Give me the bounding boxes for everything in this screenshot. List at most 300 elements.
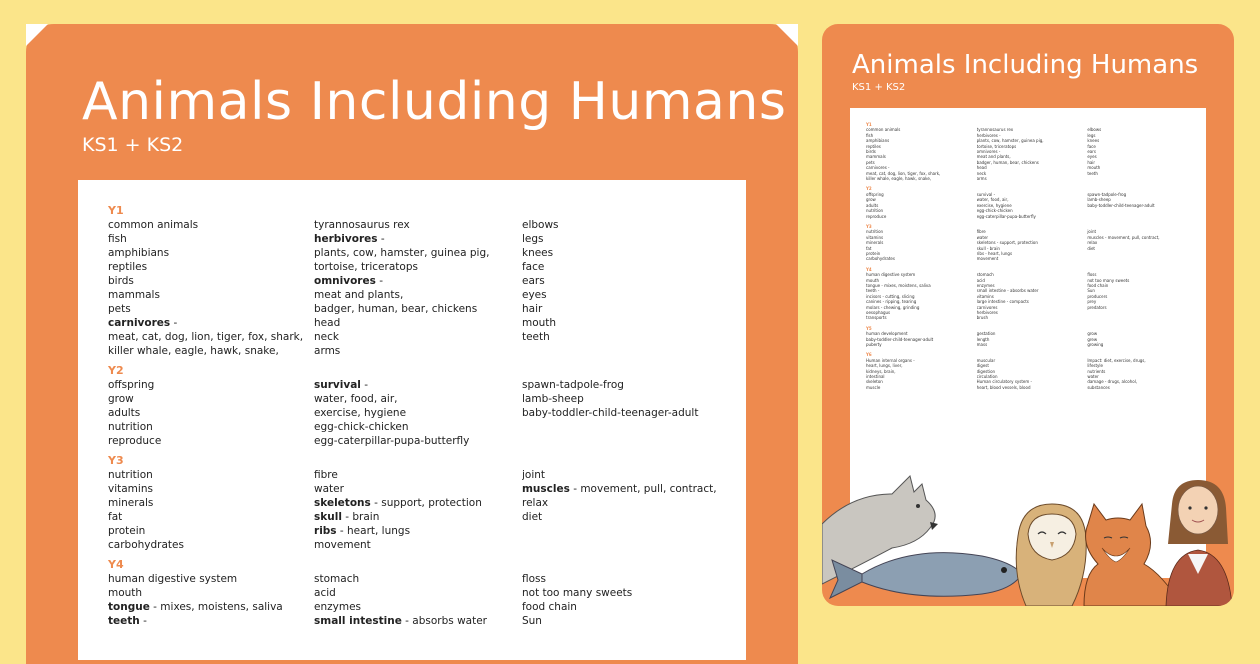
vocabulary-column [314, 218, 522, 358]
vocabulary-term [108, 330, 314, 344]
vocabulary-term-text: teeth [521, 331, 550, 343]
vocabulary-term [522, 246, 728, 260]
preview-vocabulary-column [1087, 229, 1196, 261]
preview-vocabulary-term: common animals [866, 127, 901, 133]
preview-vocabulary-term: brush [976, 315, 988, 321]
preview-year-section [866, 267, 1196, 321]
poster-subtitle: KS1 + KS2 [82, 134, 184, 156]
preview-vocabulary-column [977, 192, 1088, 219]
preview-vocabulary-term: prey [1087, 299, 1097, 305]
vocabulary-term [314, 232, 522, 246]
vocabulary-term-text: - mixes, moistens, saliva [149, 601, 283, 613]
vocabulary-term-text: nutrition [108, 421, 153, 433]
vocabulary-term-text: mouth [108, 587, 143, 599]
preview-vocabulary-term: molars - chewing, grinding [866, 304, 920, 310]
preview-year-section [866, 122, 1196, 181]
vocabulary-term-text: water [314, 483, 344, 495]
preview-vocabulary-term: grew [1087, 336, 1098, 342]
vocabulary-term-text: not too many sweets [521, 587, 633, 599]
preview-vocabulary-term: incisors - cutting, slicing [866, 293, 915, 299]
preview-vocabulary-term: fibre [976, 229, 986, 235]
preview-vocabulary-term: length [976, 336, 990, 342]
vocabulary-list [108, 204, 728, 634]
preview-vocabulary-term: mouth [866, 277, 879, 283]
vocabulary-key-term: omnivores [314, 275, 376, 287]
preview-vocabulary-term: meat, cat, dog, lion, tiger, fox, shark, [866, 170, 941, 176]
preview-year-heading: Y6 [866, 352, 872, 358]
preview-vocabulary-term: vitamins [976, 293, 994, 299]
preview-vocabulary-term: amphibians [866, 138, 890, 144]
vocabulary-term-text: fish [108, 233, 127, 245]
vocabulary-key-term: small intestine [314, 615, 402, 627]
vocabulary-term [522, 468, 728, 482]
vocabulary-term-text: mouth [521, 317, 557, 329]
preview-vocabulary-term: badger, human, bear, chickens [976, 159, 1039, 165]
preview-vocabulary-term: egg-chick-chicken [976, 208, 1013, 214]
preview-vocabulary-term: growing [1087, 342, 1104, 348]
preview-vocabulary-term: baby-toddler-child-teenager-adult [1087, 202, 1155, 208]
preview-vocabulary-term: not too many sweets [1087, 277, 1130, 283]
preview-year-heading: Y2 [866, 186, 872, 192]
vocabulary-term [108, 524, 314, 538]
preview-vocabulary-term: acid [976, 277, 985, 283]
vocabulary-term-text: offspring [108, 379, 155, 391]
vocabulary-term [108, 260, 314, 274]
preview-vocabulary-term: pets [866, 159, 875, 165]
vocabulary-term [108, 482, 314, 496]
preview-vocabulary-term: floss [1087, 272, 1097, 278]
vocabulary-key-term: ribs [314, 525, 337, 537]
vocabulary-term [108, 420, 314, 434]
vocabulary-term-text: protein [108, 525, 146, 537]
vocabulary-term-text: head [314, 317, 341, 329]
vocabulary-term-text: - [170, 317, 178, 329]
vocabulary-term-text: fibre [314, 469, 338, 481]
vocabulary-term [522, 496, 728, 510]
preview-vocabulary-term: mammals [866, 154, 886, 160]
vocabulary-term [314, 586, 522, 600]
preview-vocabulary-term: digest [976, 363, 989, 369]
preview-vocabulary-term: stomach [976, 272, 994, 278]
preview-vocabulary-term: heart, blood vessels, blood [976, 384, 1031, 390]
preview-vocabulary-term: knees [1087, 138, 1100, 144]
vocabulary-term-text: eyes [521, 289, 547, 301]
vocabulary-term [314, 496, 522, 510]
vocabulary-term [522, 586, 728, 600]
child-illustration [1166, 480, 1232, 606]
preview-vocabulary-column [866, 331, 977, 347]
preview-vocabulary-term: skeletons - support, protection [976, 240, 1038, 246]
preview-vocabulary-term: relax [1087, 240, 1098, 246]
preview-vocabulary-column [1087, 127, 1196, 181]
vocabulary-term-text: minerals [108, 497, 154, 509]
preview-vocabulary-term: enzymes [976, 282, 995, 288]
preview-vocabulary-term: large intestine - compacts [976, 299, 1029, 305]
vocabulary-term [314, 468, 522, 482]
preview-vocabulary-term: mouth [1087, 165, 1101, 171]
preview-vocabulary-term: canines - ripping, tearing [866, 299, 917, 305]
vocabulary-key-term: herbivores [314, 233, 378, 245]
vocabulary-term-text: - brain [341, 511, 380, 523]
preview-vocabulary-term: intestinal [866, 374, 885, 380]
vocabulary-term-text: diet [521, 511, 543, 523]
vocabulary-term-text: - absorbs water [401, 615, 487, 627]
vocabulary-key-term: teeth [108, 615, 140, 627]
vocabulary-term [522, 614, 728, 628]
preview-vocabulary-term: damage - drugs, alcohol, [1087, 379, 1138, 385]
vocabulary-term-text: arms [314, 345, 341, 357]
preview-vocabulary-term: tyrannosaurus rex [976, 127, 1014, 133]
vocabulary-term [108, 316, 314, 330]
vocabulary-term [314, 392, 522, 406]
vocabulary-term [108, 288, 314, 302]
vocabulary-term [522, 406, 728, 420]
vocabulary-term [314, 538, 522, 552]
preview-vocabulary-term: herbivores [976, 310, 998, 315]
vocabulary-term-text: common animals [108, 219, 199, 231]
vocabulary-term [108, 586, 314, 600]
poster-title: Animals Including Humans [82, 72, 787, 132]
vocabulary-term [522, 378, 728, 392]
vocabulary-term [108, 344, 314, 358]
preview-vocabulary-term: birds [866, 149, 876, 155]
preview-year-section [866, 326, 1196, 348]
vocabulary-term [108, 538, 314, 552]
vocabulary-term [314, 302, 522, 316]
preview-vocabulary-term: carbohydrates [866, 256, 895, 262]
preview-year-section [866, 186, 1196, 218]
preview-vocabulary-column [866, 358, 977, 390]
preview-vocabulary-term: teeth - [866, 288, 880, 294]
preview-vocabulary-column [866, 127, 977, 181]
vocabulary-term-text: amphibians [108, 247, 170, 259]
preview-vocabulary-term: kidneys, brain, [866, 368, 896, 374]
preview-vocabulary-term: spawn-tadpole-frog [1087, 191, 1127, 197]
vocabulary-term-text: - heart, lungs [336, 525, 411, 537]
preview-vocabulary-term: hair [1087, 159, 1096, 165]
preview-vocabulary-term: food chain [1087, 282, 1109, 288]
vocabulary-term-text: elbows [521, 219, 559, 231]
vocabulary-term [108, 218, 314, 232]
preview-vocabulary-term: nutrients [1087, 368, 1106, 374]
vocabulary-term [522, 600, 728, 614]
preview-vocabulary-column [1087, 331, 1196, 347]
preview-vocabulary-term: plants, cow, hamster, guinea pig, [976, 138, 1044, 144]
preview-vocabulary-column [866, 229, 977, 261]
vocabulary-term [108, 232, 314, 246]
page-corner-fold-right [776, 24, 798, 46]
vocabulary-term-text: reptiles [108, 261, 148, 273]
poster-preview [822, 24, 1234, 606]
vocabulary-term-text: meat, cat, dog, lion, tiger, fox, shark, [108, 331, 304, 343]
vocabulary-term [108, 378, 314, 392]
preview-vocabulary-term: grow [1087, 331, 1098, 337]
preview-year-section [866, 224, 1196, 262]
preview-vocabulary-term: heart, lungs, liver, [866, 363, 903, 369]
preview-vocabulary-term: legs [1087, 132, 1096, 138]
preview-vocabulary-column [977, 127, 1088, 181]
vocabulary-term [314, 288, 522, 302]
vocabulary-term [522, 330, 728, 344]
vocabulary-term-text: hair [521, 303, 543, 315]
vocabulary-term [314, 434, 522, 448]
vocabulary-term [314, 344, 522, 358]
vocabulary-key-term: skeletons [314, 497, 371, 509]
vocabulary-term-text: exercise, hygiene [314, 407, 407, 419]
preview-vocabulary-column [977, 331, 1088, 347]
vocabulary-key-term: skull [314, 511, 342, 523]
preview-vocabulary-term: ribs - heart, lungs [976, 250, 1013, 256]
vocabulary-term-text: - movement, pull, contract, [569, 483, 717, 495]
vocabulary-term-text: nutrition [108, 469, 153, 481]
preview-vocabulary-term: predators [1087, 304, 1107, 310]
preview-vocabulary-term: mass [976, 342, 988, 348]
vocabulary-term [108, 406, 314, 420]
vocabulary-term [108, 572, 314, 586]
preview-vocabulary-term: Human circulatory system - [976, 379, 1032, 385]
owl-illustration [1016, 504, 1086, 606]
vocabulary-sheet [78, 180, 746, 660]
preview-vocabulary-term: survival - [976, 191, 996, 197]
preview-vocabulary-term: circulation [976, 374, 998, 380]
preview-vocabulary-term: Impact: diet, exercise, drugs, [1087, 357, 1146, 363]
vocabulary-term-text: - support, protection [370, 497, 482, 509]
preview-vocabulary-term: reptiles [866, 143, 881, 149]
preview-vocabulary-term: minerals [866, 240, 884, 246]
vocabulary-term [108, 510, 314, 524]
preview-vocabulary-term: small intestine - absorbs water [976, 288, 1039, 294]
vocabulary-term-text: tortoise, triceratops [314, 261, 418, 273]
preview-vocabulary-term: substances [1087, 384, 1110, 390]
preview-vocabulary-list [866, 122, 1196, 395]
preview-vocabulary-term: herbivores - [976, 132, 1001, 138]
vocabulary-column [108, 572, 314, 628]
poster-large [26, 24, 798, 664]
vocabulary-term-text: adults [108, 407, 141, 419]
preview-vocabulary-term: baby-toddler-child-teenager-adult [866, 336, 934, 342]
vocabulary-term-text: legs [521, 233, 544, 245]
vocabulary-term [314, 274, 522, 288]
vocabulary-term [314, 600, 522, 614]
preview-vocabulary-term: head [976, 165, 987, 171]
vocabulary-term-text: movement [314, 539, 371, 551]
vocabulary-column [314, 572, 522, 628]
preview-vocabulary-term: lamb-sheep [1087, 197, 1111, 203]
vocabulary-term-text: enzymes [314, 601, 362, 613]
preview-vocabulary-term: carnivores [976, 304, 998, 310]
vocabulary-column [108, 468, 314, 552]
year-heading: Y2 [108, 364, 124, 377]
vocabulary-term-text: - [360, 379, 369, 391]
preview-vocabulary-column [1087, 272, 1196, 321]
vocabulary-key-term: carnivores [108, 317, 171, 329]
preview-vocabulary-column [977, 272, 1088, 321]
preview-vocabulary-term: vitamins [866, 234, 884, 240]
vocabulary-term-text: carbohydrates [108, 539, 184, 551]
preview-vocabulary-term: tongue - mixes, moistens, saliva [866, 282, 931, 288]
vocabulary-term [522, 510, 728, 524]
preview-year-heading: Y4 [866, 266, 872, 272]
vocabulary-term [314, 614, 522, 628]
preview-vocabulary-term: nutrition [866, 229, 884, 235]
vocabulary-term-text: mammals [108, 289, 160, 301]
preview-vocabulary-term: exercise, hygiene [976, 202, 1012, 208]
preview-vocabulary-term: nutrition [866, 208, 884, 214]
preview-vocabulary-term: tortoise, triceratops [976, 143, 1017, 149]
vocabulary-term-text: meat and plants, [314, 289, 404, 301]
preview-vocabulary-term: lifestyle [1087, 363, 1103, 369]
vocabulary-term-text: joint [521, 469, 546, 481]
vocabulary-term [314, 420, 522, 434]
vocabulary-term [522, 232, 728, 246]
preview-vocabulary-term: human development [866, 331, 908, 337]
preview-year-heading: Y5 [866, 325, 872, 331]
vocabulary-term-text: food chain [521, 601, 577, 613]
vocabulary-term-text: acid [314, 587, 336, 599]
vocabulary-term-text: badger, human, bear, chickens [314, 303, 478, 315]
preview-vocabulary-column [866, 192, 977, 219]
vocabulary-term-text: lamb-sheep [521, 393, 584, 405]
vocabulary-term-text: egg-chick-chicken [314, 421, 409, 433]
vocabulary-key-term: survival [314, 379, 361, 391]
preview-vocabulary-term: water [976, 234, 989, 240]
animals-illustration [822, 464, 1234, 606]
preview-vocabulary-column [866, 272, 977, 321]
vocabulary-term-text: plants, cow, hamster, guinea pig, [314, 247, 490, 259]
vocabulary-term [314, 316, 522, 330]
vocabulary-column [108, 378, 314, 448]
vocabulary-term [314, 260, 522, 274]
preview-vocabulary-term: muscle [866, 384, 881, 390]
preview-vocabulary-term: adults [866, 202, 879, 208]
vocabulary-term-text: human digestive system [108, 573, 238, 585]
vocabulary-term-text: pets [108, 303, 131, 315]
preview-vocabulary-term: ears [1087, 149, 1096, 155]
vocabulary-term [314, 246, 522, 260]
preview-vocabulary-term: offspring [866, 191, 884, 197]
vocabulary-key-term: muscles [521, 483, 570, 495]
vocabulary-term-text: - [377, 233, 385, 245]
preview-vocabulary-term: gestation [976, 331, 996, 337]
preview-vocabulary-term: movement [976, 256, 999, 262]
preview-subtitle: KS1 + KS2 [852, 82, 906, 93]
preview-year-heading: Y3 [866, 223, 872, 229]
vocabulary-column [314, 378, 522, 448]
preview-vocabulary-term: fat [866, 245, 872, 251]
preview-vocabulary-term: face [1087, 143, 1096, 149]
vocabulary-term [522, 316, 728, 330]
vocabulary-term [314, 218, 522, 232]
preview-year-section [866, 352, 1196, 390]
vocabulary-term-text: egg-caterpillar-pupa-butterfly [314, 435, 470, 447]
vocabulary-term [522, 392, 728, 406]
vocabulary-term [108, 434, 314, 448]
vocabulary-term [108, 614, 314, 628]
vocabulary-term [522, 572, 728, 586]
preview-vocabulary-term: meat and plants, [976, 154, 1011, 160]
preview-vocabulary-column [977, 358, 1088, 390]
vocabulary-term [108, 274, 314, 288]
preview-vocabulary-term: killer whale, eagle, hawk, snake, [866, 176, 932, 182]
vocabulary-column [108, 218, 314, 358]
vocabulary-term [108, 496, 314, 510]
preview-vocabulary-term: producers [1087, 293, 1108, 299]
vocabulary-term [522, 218, 728, 232]
year-section-y3 [108, 454, 728, 552]
preview-vocabulary-term: skull - brain [976, 245, 1000, 251]
vocabulary-term-text: stomach [314, 573, 360, 585]
vocabulary-term [108, 302, 314, 316]
vocabulary-term-text: floss [521, 573, 546, 585]
vocabulary-key-term: tongue [108, 601, 150, 613]
vocabulary-term [314, 378, 522, 392]
vocabulary-term [522, 260, 728, 274]
preview-vocabulary-term: water [1087, 374, 1099, 380]
page-corner-fold-left [26, 24, 48, 46]
preview-vocabulary-term: neck [976, 170, 987, 176]
vocabulary-term-text: tyrannosaurus rex [314, 219, 410, 231]
preview-vocabulary-term: transports [866, 315, 887, 321]
year-heading: Y1 [108, 204, 124, 217]
vocabulary-term [522, 302, 728, 316]
vocabulary-term-text: grow [108, 393, 134, 405]
preview-vocabulary-term: muscular [976, 357, 996, 363]
vocabulary-term-text: spawn-tadpole-frog [521, 379, 624, 391]
vocabulary-term-text: birds [108, 275, 134, 287]
vocabulary-term-text: relax [521, 497, 549, 509]
vocabulary-term-text: - [375, 275, 383, 287]
preview-vocabulary-term: eyes [1087, 154, 1097, 160]
vocabulary-term-text: reproduce [108, 435, 162, 447]
vocabulary-column [314, 468, 522, 552]
vocabulary-term [522, 288, 728, 302]
vocabulary-term [108, 600, 314, 614]
preview-vocabulary-term: human digestive system [866, 272, 916, 278]
preview-vocabulary-term: elbows [1087, 127, 1102, 133]
preview-vocabulary-term: carnivores - [866, 165, 890, 171]
preview-vocabulary-term: protein [866, 250, 881, 256]
preview-vocabulary-column [977, 229, 1088, 261]
vocabulary-term-text: face [521, 261, 545, 273]
vocabulary-column [522, 572, 728, 628]
preview-vocabulary-column [1087, 358, 1196, 390]
vocabulary-term-text: baby-toddler-child-teenager-adult [521, 407, 699, 419]
vocabulary-term [314, 406, 522, 420]
vocabulary-term-text: knees [521, 247, 554, 259]
year-section-y4 [108, 558, 728, 628]
year-section-y1 [108, 204, 728, 358]
preview-vocabulary-term: digestion [976, 368, 996, 374]
vocabulary-term [522, 482, 728, 496]
vocabulary-term-text: water, food, air, [314, 393, 398, 405]
vocabulary-term [314, 524, 522, 538]
preview-year-heading: Y1 [866, 122, 872, 127]
vocabulary-term [314, 572, 522, 586]
vocabulary-term-text: ears [521, 275, 545, 287]
preview-vocabulary-term: egg-caterpillar-pupa-butterfly [976, 213, 1036, 219]
preview-vocabulary-term: omnivores - [976, 149, 1001, 155]
vocabulary-term [314, 482, 522, 496]
preview-vocabulary-term: muscles - movement, pull, contract, [1087, 234, 1160, 240]
preview-vocabulary-term: arms [976, 176, 987, 182]
preview-vocabulary-term: puberty [866, 342, 882, 348]
preview-vocabulary-term: diet [1087, 245, 1095, 251]
vocabulary-term-text: Sun [521, 615, 542, 627]
preview-vocabulary-term: joint [1087, 229, 1097, 235]
preview-vocabulary-term: oesophagus [866, 310, 891, 315]
preview-vocabulary-term: water, food, air, [976, 197, 1009, 203]
vocabulary-term-text: - [139, 615, 147, 627]
